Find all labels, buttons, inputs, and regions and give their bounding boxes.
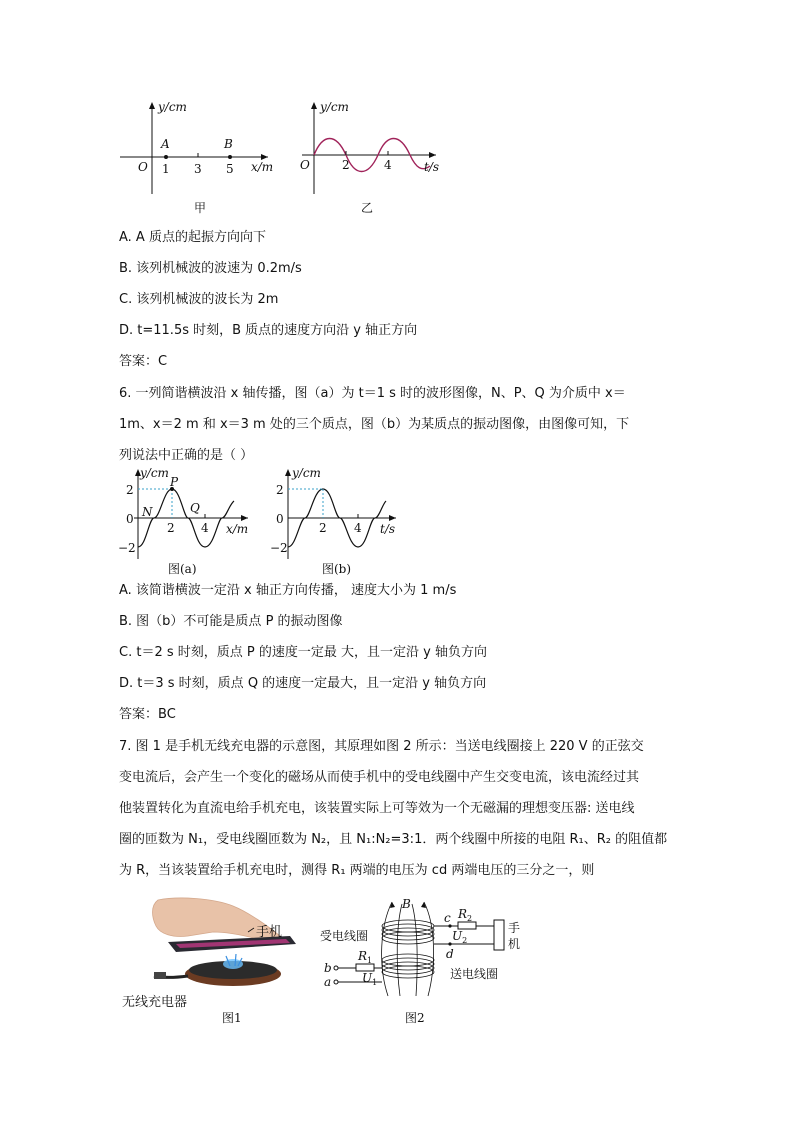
- q6-answer: 答案：BC: [119, 707, 176, 722]
- fig-a-x-tick-4: 4: [201, 521, 209, 535]
- jia-tick-3: 3: [194, 162, 202, 176]
- fig2-phone-char-2: 机: [508, 937, 521, 951]
- fig-b-y-tick-2: 2: [276, 483, 284, 497]
- fig-a-point-p: P: [170, 475, 179, 489]
- fig-a-y-tick-2: 2: [126, 483, 134, 497]
- q6-stem-line-1: 6. 一列简谐横波沿 x 轴传播，图（a）为 t＝1 s 时的波形图像，N、P、Q 为介质中 x＝: [119, 386, 626, 401]
- fig-b-x-tick-4: 4: [354, 521, 362, 535]
- jia-point-b: B: [224, 137, 233, 151]
- q6-option-c: C. t＝2 s 时刻，质点 P 的速度一定最 大，且一定沿 y 轴负方向: [119, 645, 487, 660]
- yi-tick-4: 4: [384, 158, 392, 172]
- fig-yi-caption: 乙: [361, 201, 374, 215]
- receive-coil: [382, 920, 434, 944]
- q5-option-d: D. t=11.5s 时刻，B 质点的速度方向沿 y 轴正方向: [119, 323, 418, 338]
- fig2-u2-label: U: [452, 929, 463, 943]
- q7-stem-line-1: 7. 图 1 是手机无线充电器的示意图，其原理如图 2 所示：当送电线圈接上 220 V 的正弦交: [119, 739, 644, 754]
- fig2-r1-label: R: [358, 949, 368, 963]
- q5-answer: 答案：C: [119, 354, 168, 369]
- yi-origin: O: [300, 158, 310, 172]
- fig-b-caption: 图(b): [322, 562, 352, 576]
- phone-box: [494, 920, 504, 950]
- fig-b-x-tick-2: 2: [319, 521, 327, 535]
- q7-stem-line-4: 圈的匝数为 N₁，受电线圈匝数为 N₂，且 N₁:N₂=3:1．两个线圈中所接的电阻 R₁、R₂ 的阻值都: [119, 832, 668, 847]
- fig-a-wave-graph: [116, 465, 256, 561]
- fig1-charger-label: 无线充电器: [122, 995, 188, 1008]
- jia-tick-5: 5: [226, 162, 234, 176]
- fig-jia-caption: 甲: [194, 201, 207, 215]
- fig-a-y-tick-0: 0: [126, 512, 134, 526]
- fig-a-point-q: Q: [190, 501, 200, 515]
- yi-tick-2: 2: [342, 158, 350, 172]
- fig-yi-vibration-graph: [294, 98, 444, 198]
- fig1-phone-label: 手机: [256, 925, 283, 940]
- fig-jia-wave-graph: [118, 98, 278, 198]
- fig-b-x-label: t/s: [380, 522, 396, 536]
- q5-option-c: C. 该列机械波的波长为 2m: [119, 292, 279, 307]
- jia-origin: O: [138, 160, 148, 174]
- fig2-u1-label: U: [362, 971, 373, 985]
- fig-b-vibration-graph: [270, 465, 404, 561]
- send-coil: [382, 954, 434, 978]
- q6-stem-line-3: 列说法中正确的是（ ）: [119, 448, 254, 463]
- jia-x-label: x/m: [251, 160, 274, 174]
- resistor-r1: [356, 964, 374, 971]
- resistor-r2: [458, 922, 476, 929]
- fig2-c-label: c: [444, 911, 451, 925]
- fig-b-y-tick-minus2: −2: [270, 541, 288, 555]
- q6-option-d: D. t＝3 s 时刻，质点 Q 的速度一定最大，且一定沿 y 轴负方向: [119, 676, 487, 691]
- yi-y-label: y/cm: [320, 100, 349, 114]
- fig-a-x-label: x/m: [226, 522, 249, 536]
- fig-b-y-tick-0: 0: [276, 512, 284, 526]
- jia-y-label: y/cm: [158, 100, 187, 114]
- fig1-caption: 图1: [222, 1011, 242, 1025]
- svg-text:U1: [362, 971, 377, 987]
- yi-x-label: t/s: [424, 160, 440, 174]
- fig2-r1-sub: 1: [367, 956, 373, 965]
- fig2-transformer-schematic: [318, 896, 528, 1008]
- fig-b-y-label: y/cm: [292, 466, 321, 480]
- fig2-u1-sub: 1: [372, 978, 378, 987]
- fig-a-point-n: N: [142, 505, 153, 519]
- q6-option-b: B. 图（b）不可能是质点 P 的振动图像: [119, 614, 343, 629]
- jia-point-a: A: [161, 137, 170, 151]
- fig2-b-terminal: b: [324, 961, 332, 975]
- jia-tick-1: 1: [162, 162, 170, 176]
- fig2-b-label: B: [402, 897, 411, 911]
- q5-option-b: B. 该列机械波的波速为 0.2m/s: [119, 261, 302, 276]
- fig-a-caption: 图(a): [168, 562, 197, 576]
- q7-stem-line-3: 他装置转化为直流电给手机充电，该装置实际上可等效为一个无磁漏的理想变压器: 送电线: [119, 801, 635, 816]
- q6-stem-line-2: 1m、x＝2 m 和 x＝3 m 处的三个质点，图（b）为某质点的振动图像，由图像可知，下: [119, 417, 630, 432]
- q7-stem-line-2: 变电流后，会产生一个变化的磁场从而使手机中的受电线圈中产生交变电流，该电流经过其: [119, 770, 640, 785]
- fig-a-x-tick-2: 2: [167, 521, 175, 535]
- fig-a-y-tick-minus2: −2: [118, 541, 136, 555]
- fig2-d-label: d: [446, 947, 454, 961]
- svg-text:U2: [452, 929, 467, 945]
- q7-stem-line-5: 为 R，当该装置给手机充电时，测得 R₁ 两端的电压为 cd 两端电压的三分之一，则: [119, 863, 595, 878]
- svg-text:R1: [357, 949, 372, 965]
- svg-text:R2: [457, 907, 472, 923]
- q5-option-a: A. A 质点的起振方向向下: [119, 230, 266, 245]
- fig2-a-terminal: a: [324, 975, 332, 989]
- fig2-u2-sub: 2: [462, 936, 468, 945]
- fig2-phone-char-1: 手: [508, 921, 521, 935]
- fig2-caption: 图2: [405, 1011, 425, 1025]
- q6-option-a: A. 该简谐横波一定沿 x 轴正方向传播， 速度大小为 1 m/s: [119, 583, 457, 598]
- fig2-send-coil-label: 送电线圈: [450, 967, 499, 981]
- fig2-r2-label: R: [458, 907, 468, 921]
- fig2-receive-coil-label: 受电线圈: [320, 929, 369, 943]
- fig1-wireless-charger-illustration: [118, 896, 308, 1008]
- fig-a-y-label: y/cm: [140, 466, 169, 480]
- fig2-r2-sub: 2: [467, 914, 473, 923]
